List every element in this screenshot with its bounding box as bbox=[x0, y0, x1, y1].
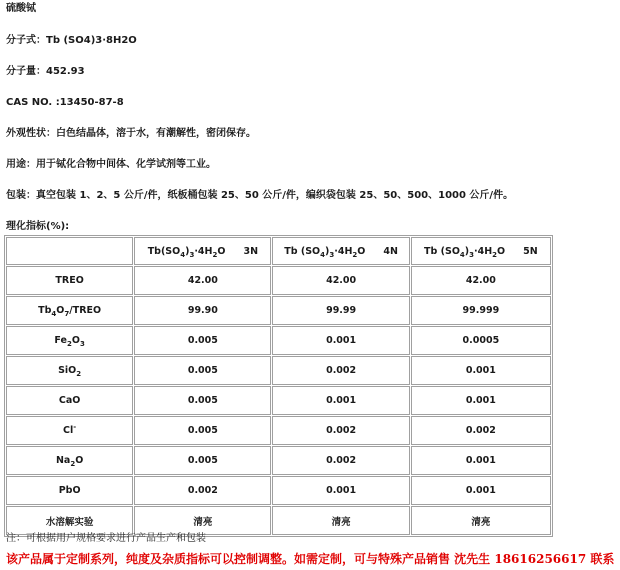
table-row bbox=[6, 326, 551, 355]
table-cell: 0.001 bbox=[411, 476, 551, 505]
formula-line: 分子式：Tb (SO4)3·8H2O bbox=[6, 35, 137, 46]
customization-contact-notice: 该产品属于定制系列，纯度及杂质指标可以控制调整。如需定制，可与特殊产品销售 沈先生 18616256617 联系 bbox=[6, 552, 615, 566]
table-cell: 0.002 bbox=[272, 356, 409, 385]
table-row bbox=[6, 446, 551, 475]
table-row bbox=[6, 416, 551, 445]
row-label: SiO$_2$ bbox=[6, 356, 133, 385]
table-cell: 0.005 bbox=[134, 386, 271, 415]
table-cell: 42.00 bbox=[272, 266, 409, 295]
packaging-line: 包装：真空包装 1、2、5 公斤/件，纸板桶包装 25、50 公斤/件，编织袋包装 25、50、500、1000 公斤/件。 bbox=[6, 190, 514, 201]
molecular-weight-line: 分子量：452.93 bbox=[6, 66, 85, 77]
table-cell: 99.90 bbox=[134, 296, 271, 325]
table-cell: 清亮 bbox=[411, 506, 551, 535]
table-row bbox=[6, 296, 551, 325]
table-cell: 0.002 bbox=[411, 416, 551, 445]
row-label: $Fe_2O_3$ bbox=[6, 326, 133, 355]
row-label: PbO bbox=[6, 476, 133, 505]
table-cell: 0.005 bbox=[134, 326, 271, 355]
table-corner-cell bbox=[6, 237, 133, 265]
table-cell: 0.002 bbox=[272, 446, 409, 475]
table-cell: 0.005 bbox=[134, 446, 271, 475]
row-label: TREO bbox=[6, 266, 133, 295]
table-cell: 0.001 bbox=[411, 356, 551, 385]
grade-label: 3N bbox=[243, 245, 259, 257]
column-header-4n: Tb $(SO_4)_3\cdot 4H_2O$ 4N bbox=[272, 237, 409, 265]
table-cell: 99.999 bbox=[411, 296, 551, 325]
table-cell: 42.00 bbox=[411, 266, 551, 295]
table-row bbox=[6, 356, 551, 385]
table-cell: 0.001 bbox=[272, 476, 409, 505]
table-cell: 0.001 bbox=[411, 386, 551, 415]
column-header-3n: $Tb(SO_4)_3\cdot 4H_2O$ 3N bbox=[134, 237, 271, 265]
appearance-line: 外观性状：白色结晶体，溶于水，有潮解性，密闭保存。 bbox=[6, 128, 256, 139]
cas-number-line: CAS NO. :13450-87-8 bbox=[6, 97, 124, 108]
table-cell: 清亮 bbox=[272, 506, 409, 535]
spec-heading: 理化指标(%): bbox=[6, 221, 70, 232]
table-row bbox=[6, 476, 551, 505]
table-cell: 0.001 bbox=[272, 326, 409, 355]
row-label: $Tb_4O_7$/TREO bbox=[6, 296, 133, 325]
row-label: CaO bbox=[6, 386, 133, 415]
spec-table bbox=[4, 235, 553, 537]
product-title: 硫酸铽 bbox=[6, 3, 36, 14]
table-cell: 0.001 bbox=[272, 386, 409, 415]
row-label: $Na_2O$ bbox=[6, 446, 133, 475]
table-row bbox=[6, 266, 551, 295]
column-header-5n: Tb $(SO_4)_3\cdot 4H_2O$ 5N bbox=[411, 237, 551, 265]
row-label: Cl- bbox=[6, 416, 133, 445]
table-cell: 42.00 bbox=[134, 266, 271, 295]
table-cell: 99.99 bbox=[272, 296, 409, 325]
table-cell: 0.0005 bbox=[411, 326, 551, 355]
table-cell: 清亮 bbox=[134, 506, 271, 535]
table-header-row bbox=[6, 237, 551, 265]
grade-label: 4N bbox=[383, 245, 398, 257]
row-label: 水溶解实验 bbox=[6, 506, 133, 535]
table-row bbox=[6, 386, 551, 415]
usage-line: 用途：用于铽化合物中间体、化学试剂等工业。 bbox=[6, 159, 216, 170]
table-cell: 0.001 bbox=[411, 446, 551, 475]
table-cell: 0.005 bbox=[134, 416, 271, 445]
table-cell: 0.002 bbox=[272, 416, 409, 445]
grade-label: 5N bbox=[523, 245, 538, 257]
table-cell: 0.002 bbox=[134, 476, 271, 505]
table-cell: 0.005 bbox=[134, 356, 271, 385]
footnote: 注：可根据用户规格要求进行产品生产和包装 bbox=[6, 533, 206, 544]
